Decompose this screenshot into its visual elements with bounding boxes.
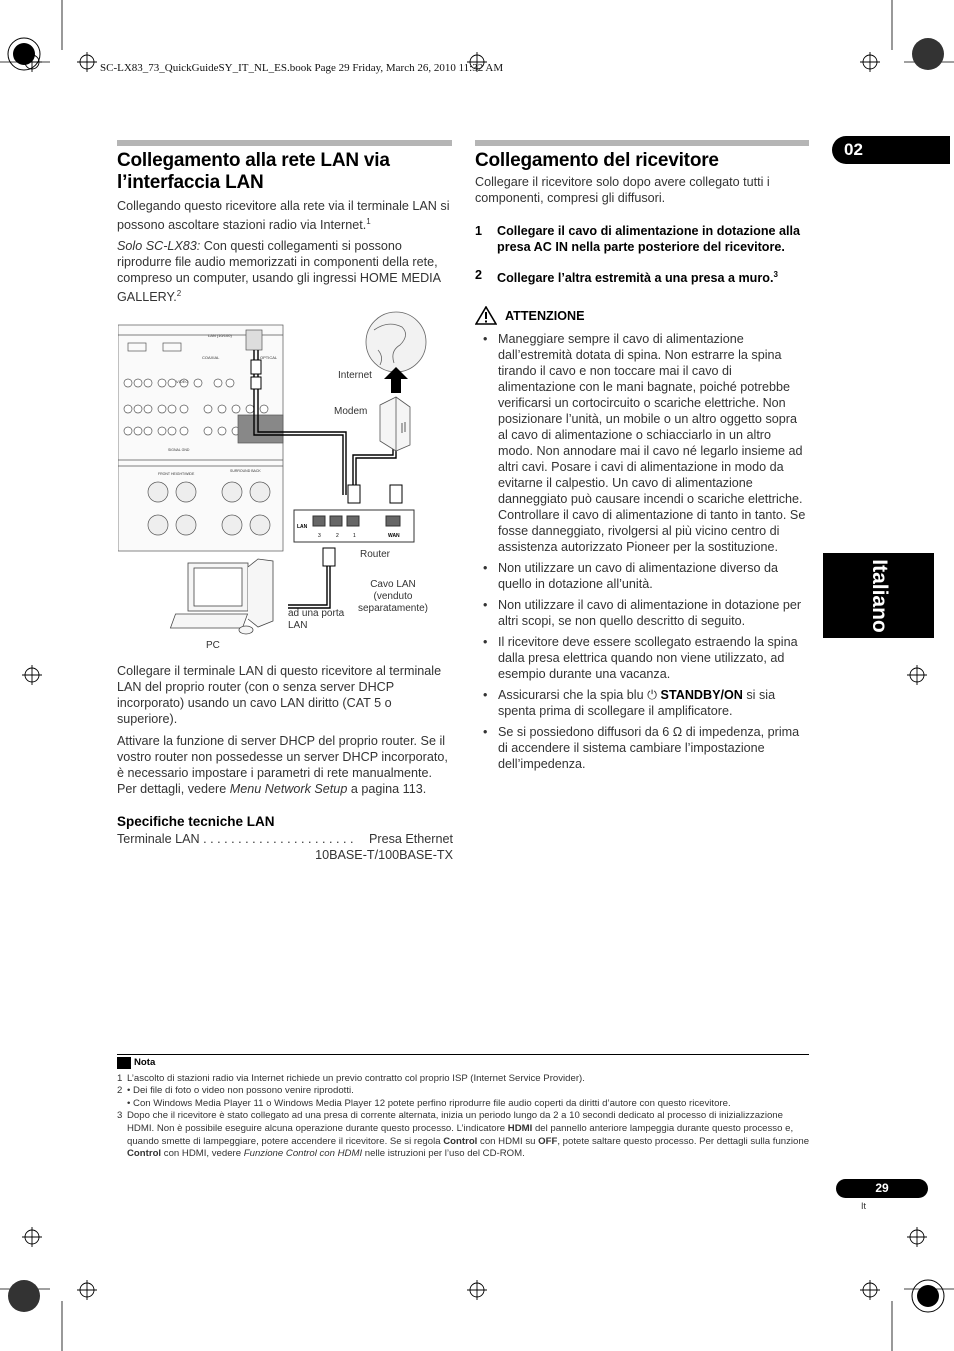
spec-value: Presa Ethernet [368,832,453,846]
note-2: 2 • Dei file di foto o video non possono venire riprodotti. [117,1085,354,1097]
note-2b: • Con Windows Media Player 11 o Windows Media Player 12 potete perfino riprodurre file audio coperti da diritti d’autore con questo ricevitore. [127,1097,731,1109]
modem-icon [380,397,410,451]
left-solo: Solo SC-LX83: Con questi collegamenti si possono riprodurre file audio memorizzati in componenti della rete, compreso un computer, usando gli ingressi HOME MEDIA GALLERY.$^2$ [117,239,441,305]
label-pc: PC [206,640,220,651]
svg-text:LAN: LAN [297,524,308,530]
step-1: 1 Collegare il cavo di alimentazione in dotazione alla presa AC IN nella parte posteriore del ricevitore. [475,224,801,254]
left-lower [117,663,453,863]
caution-list [475,331,809,772]
label-cable: Cavo LAN (venduto separatamente) [357,579,429,614]
notes [117,1057,811,1161]
right-intro: Collegare il ricevitore solo dopo avere collegato tutti i componenti, compresi gli diffusori. [475,175,770,205]
spec-label: Terminale LAN . . . . . . . . . . . . . . . . . . . . . . [117,832,354,846]
caution-heading: ATTENZIONE [475,306,809,325]
list-item: • Non utilizzare il cavo di alimentazione in dotazione per altri scopi, se non quello descritto di seguito. [483,598,802,629]
globe-icon [366,312,426,372]
pc-icon [170,559,273,634]
left-section-rule [117,140,452,146]
left-intro: Collegando questo ricevitore alla rete via il terminale LAN si possono ascoltare stazioni radio via Internet.$^1$ [117,199,450,233]
step-2: 2 Collegare l’altra estremità a una presa a muro.$^3$ [475,268,778,286]
svg-text:COAXIAL: COAXIAL [202,355,220,360]
rx-lan-label: LAN (10/100) [208,333,232,338]
note-3: 3 Dopo che il ricevitore è stato collegato ad una presa di corrente alternata, inizia un periodo lungo da 2 a 10 secondi dedicato al processo di inizializzazione HDMI. Non è possibile eseguire alcuna operazione durante questo processo. L’indicatore HDMI del pannello anteriore lampeggia durante questo processo e, quando smette di lampeggiare, potere accendere il ricevitore. Se si regola Control con HDMI su OFF, potete saltare questo processo. Per dettagli sulla funzione Control con HDMI, vedere Funzione Control con HDMI nelle istruzioni per l’uso del CD-ROM. [117,1110,810,1160]
left-section [117,150,453,305]
svg-text:2: 2 [336,533,339,539]
page-number: 29 [836,1179,928,1198]
list-item: • Non utilizzare un cavo di alimentazione diverso da quello in dotazione all’unità. [483,561,779,592]
spec-title: Specifiche tecniche LAN [117,814,275,829]
warning-icon [475,306,497,325]
list-item: • Se si possiedono diffusori da 6 Ω di impedenza, prima di accendere il sistema cambiare l’impostazione dell’impedenza. [483,725,800,772]
note-1: 1 L’ascolto di stazioni radio via Internet richiede un previo contratto col proprio ISP (Internet Service Provider). [117,1072,585,1084]
lan-connection-diagram [118,305,453,655]
notes-rule [117,1054,809,1055]
left-para1: Collegare il terminale LAN di questo ricevitore al terminale LAN del proprio router (con o senza server DHCP incorporato) usando un cavo LAN diritto (CAT 5 o superiore). [117,664,442,726]
svg-text:1: 1 [353,533,356,539]
label-modem: Modem [334,406,368,417]
left-title: Collegamento alla rete LAN via l’interfaccia LAN [117,150,390,193]
label-router: Router [360,549,391,560]
note-icon [117,1057,131,1069]
spec-value-2: 10BASE-T/100BASE-TX [315,848,453,862]
svg-text:VIDEO: VIDEO [176,379,189,384]
language-tab [823,553,934,638]
svg-text:SURROUND BACK: SURROUND BACK [230,469,261,473]
right-section [475,150,809,777]
spec-row [117,831,453,847]
svg-text:WAN: WAN [388,533,400,539]
standby-icon: ⏻ [647,687,658,703]
list-item: • Maneggiare sempre il cavo di alimentazione dall’estremità dotata di spina. Non estrarre la spina tirando il cavo e non toccare mai il cavo di alimentazione con le mani bagnate, poiché potrebbe verificarsi un cortocircuito o scariche elettriche. Non posizionare l’unità, un mobile o un altro oggetto sopra al cavo di alimentazione o schiacciarlo in un altro modo. Non annodare mai il cavo né legarlo insieme ad altri cavi. Posare i cavi di alimentazione in modo da evitarne il calpestio. Un cavo di alimentazione danneggiato può causare incendi o scariche elettriche. Controllare il cavo di alimentazione di tanto in tanto. Se fosse danneggiato, rivolgersi al più vicino centro di assistenza autorizzato Pioneer per la sostituzione. [483,332,806,555]
list-item: • Il ricevitore deve essere scollegato estraendo la spina dalla presa elettrica quando non viene utilizzato, ad esempio durante una vacanza. [483,635,798,682]
left-para2: Attivare la funzione di server DHCP del proprio router. Se il vostro router non possedesse un server DHCP incorporato, è necessario impostare i parametri di rete manualmente. Per dettagli, vedere Menu Network Setup a pagina 113. [117,734,448,796]
right-section-rule [475,140,809,146]
print-header: SC-LX83_73_QuickGuideSY_IT_NL_ES.book Page 29 Friday, March 26, 2010 11:32 AM [100,62,504,74]
language-tab-label: Italiano [867,558,891,633]
svg-text:SIGNAL GND: SIGNAL GND [168,448,190,452]
svg-text:3: 3 [318,533,321,539]
svg-text:OPTICAL: OPTICAL [260,355,278,360]
chapter-tab: 02 [832,136,950,164]
label-port: ad una porta LAN [288,608,345,631]
right-title: Collegamento del ricevitore [475,150,719,171]
svg-text:FRONT HEIGHT/WIDE: FRONT HEIGHT/WIDE [158,472,195,476]
language-code: It [861,1201,867,1211]
label-internet: Internet [338,370,372,381]
note-heading: Nota [117,1057,811,1070]
list-item: • Assicurarsi che la spia blu ⏻ STANDBY/ON si sia spenta prima di scollegare il amplificatore. [483,687,776,719]
